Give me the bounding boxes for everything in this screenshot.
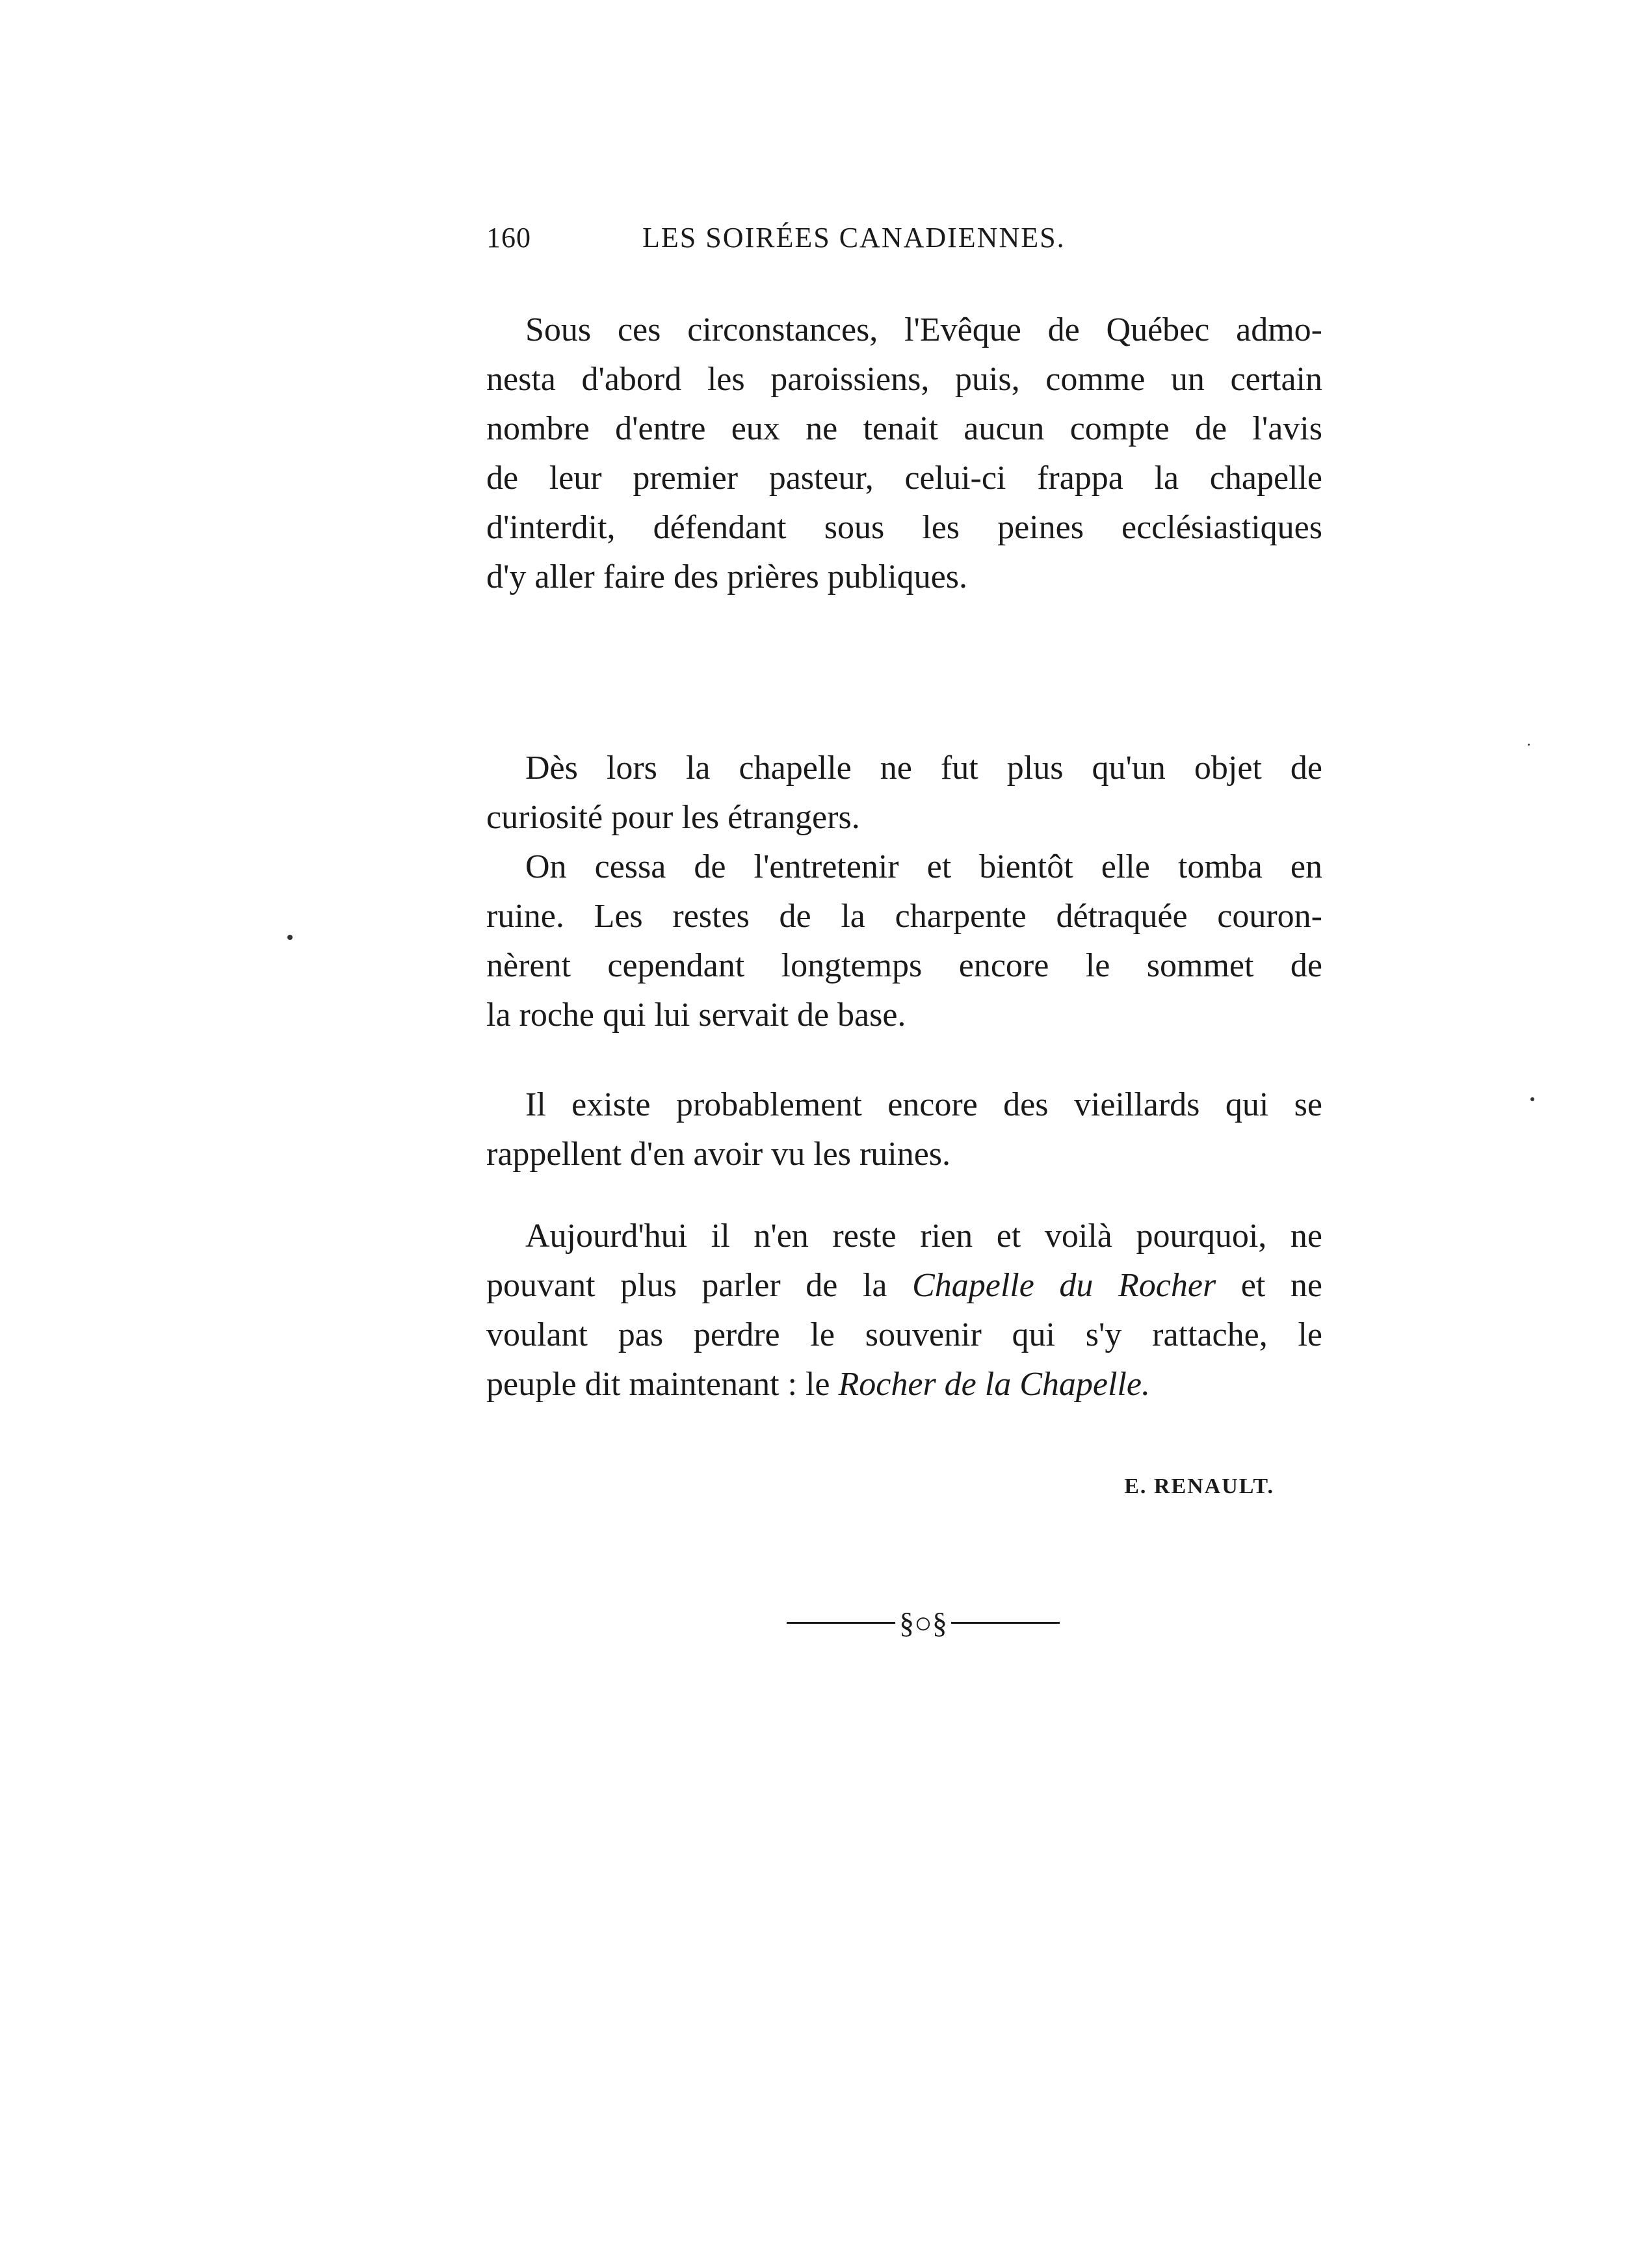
italic-title: Chapelle du Rocher — [912, 1267, 1216, 1304]
text-line: Dès lors la chapelle ne fut plus qu'un objet de — [525, 749, 1322, 787]
text-line: d'interdit, défendant sous les peines ecclésiastiques — [486, 509, 1322, 546]
text-line: ruine. Les restes de la charpente détraquée couron- — [486, 898, 1322, 935]
text-line: rappellent d'en avoir vu les ruines. — [486, 1136, 951, 1173]
author-signature: E. RENAULT. — [1124, 1474, 1274, 1498]
text-run: et ne — [1216, 1267, 1322, 1304]
text-line: Aujourd'hui il n'en reste rien et voilà pourquoi, ne — [525, 1218, 1322, 1255]
paragraph-curiosite — [486, 744, 1322, 842]
ornament-rule-left — [787, 1622, 895, 1624]
paragraph-rocher — [486, 1212, 1322, 1409]
scan-speck — [1530, 1097, 1534, 1101]
text-line: Il existe probablement encore des vieillards qui se — [525, 1086, 1322, 1123]
page-header — [486, 221, 1322, 267]
running-title: LES SOIRÉES CANADIENNES. — [642, 222, 1066, 254]
text-line: Sous ces circonstances, l'Evêque de Québec admo- — [525, 311, 1322, 348]
section-end-ornament — [787, 1603, 1060, 1642]
ornament-glyph: §○§ — [899, 1606, 947, 1639]
text-line: curiosité pour les étrangers. — [486, 799, 860, 836]
paragraph-vieillards — [486, 1080, 1322, 1179]
paragraph-ruine — [486, 842, 1322, 1040]
text-line: nombre d'entre eux ne tenait aucun compte de l'avis — [486, 410, 1322, 447]
text-line — [486, 1261, 1322, 1310]
text-line: de leur premier pasteur, celui-ci frappa la chapelle — [486, 460, 1322, 497]
text-line: d'y aller faire des prières publiques. — [486, 558, 967, 595]
italic-title: Rocher de la Chapelle. — [838, 1366, 1150, 1403]
ornament-rule-right — [951, 1622, 1060, 1624]
text-run: pouvant plus parler de la — [486, 1267, 913, 1304]
text-line: voulant pas perdre le souvenir qui s'y rattache, le — [486, 1316, 1322, 1353]
page-number: 160 — [486, 222, 531, 254]
text-line: On cessa de l'entretenir et bientôt elle tomba en — [525, 848, 1322, 885]
text-run: peuple dit maintenant : le — [486, 1366, 839, 1403]
text-line: nèrent cependant longtemps encore le sommet de — [486, 947, 1322, 984]
text-line: nesta d'abord les paroissiens, puis, comme un certain — [486, 361, 1322, 398]
text-line — [486, 1360, 1322, 1409]
text-line: la roche qui lui servait de base. — [486, 997, 906, 1034]
scan-speck — [287, 935, 293, 940]
scan-speck — [1528, 744, 1530, 746]
paragraph-interdiction — [486, 306, 1322, 602]
